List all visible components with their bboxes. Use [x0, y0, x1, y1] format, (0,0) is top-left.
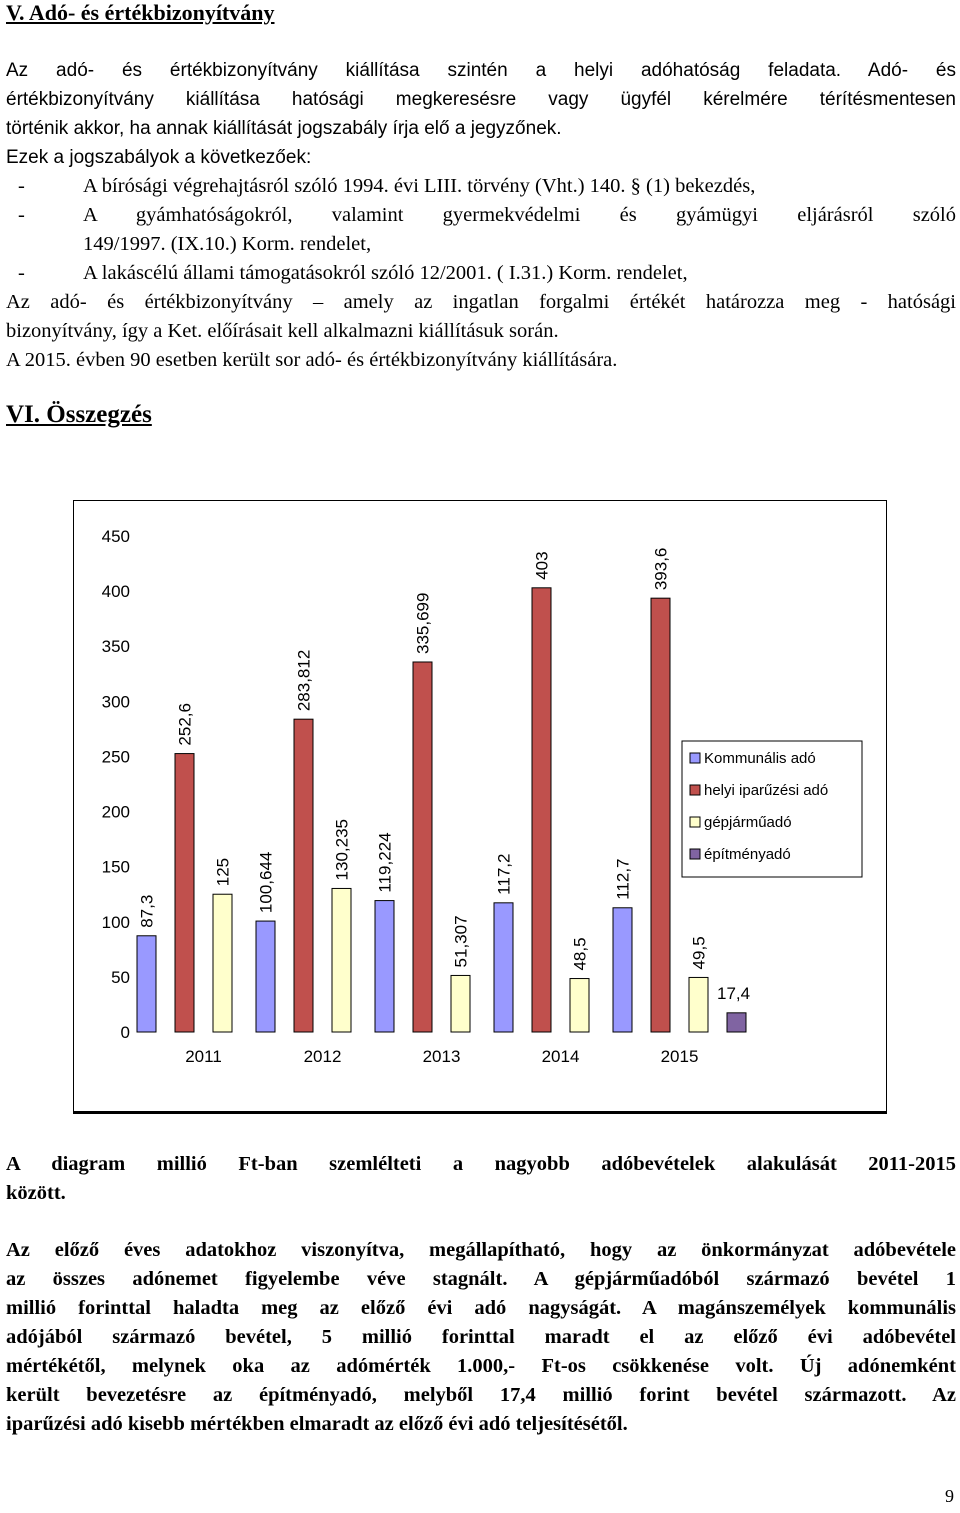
paragraph-line: A 2015. évben 90 esetben került sor adó- és értékbizonyítvány kiállítására. — [6, 349, 618, 371]
paragraph-line: Az adó- és értékbizonyítvány kiállítása szintén a helyi adóhatóság feladata. Adó- és — [6, 60, 956, 81]
bar-helyi-iparűzési-adó — [651, 598, 670, 1032]
bar-építményadó — [727, 1013, 746, 1032]
y-tick-label: 0 — [120, 1023, 130, 1042]
y-tick-label: 50 — [111, 967, 130, 987]
data-label: 117,2 — [494, 853, 514, 895]
legend-label: építményadó — [704, 846, 791, 863]
legend-swatch — [690, 817, 700, 827]
y-tick-label: 150 — [101, 857, 130, 877]
paragraph-line: Az adó- és értékbizonyítvány – amely az ingatlan forgalmi értékét határozza meg - hatósági — [6, 291, 956, 313]
bar-kommunális-adó — [494, 903, 513, 1032]
bar-gépjárműadó — [213, 894, 232, 1032]
y-tick-label: 450 — [101, 527, 130, 546]
summary-line: az összes adónemet figyelembe véve stagnált. A gépjárműadóból származó bevétel 1 — [6, 1268, 956, 1290]
legend-swatch — [690, 849, 700, 859]
list-dash: - — [18, 175, 25, 197]
x-tick-label: 2014 — [541, 1047, 580, 1066]
data-label: 48,5 — [570, 937, 590, 971]
legend-swatch — [690, 753, 700, 763]
bar-kommunális-adó — [137, 936, 156, 1032]
data-label: 335,699 — [413, 592, 433, 654]
x-tick-label: 2013 — [422, 1047, 461, 1066]
data-label: 403 — [532, 551, 552, 580]
y-tick-label: 350 — [101, 637, 130, 657]
summary-line: Az előző éves adatokhoz viszonyítva, megállapítható, hogy az önkormányzat adóbevétele — [6, 1239, 956, 1261]
data-label: 49,5 — [689, 936, 709, 970]
list-item-text: A bírósági végrehajtásról szóló 1994. évi LIII. törvény (Vht.) 140. § (1) bekezdés, — [83, 175, 756, 197]
section-title-osszegzes: VI. Összegzés — [6, 401, 152, 428]
bar-kommunális-adó — [256, 921, 275, 1032]
summary-line: iparűzési adó kisebb mértékben elmaradt az előző évi adó teljesítésétől. — [6, 1413, 628, 1435]
y-tick-label: 100 — [101, 912, 130, 932]
x-tick-label: 2012 — [303, 1047, 342, 1066]
list-dash: - — [18, 204, 25, 226]
bar-helyi-iparűzési-adó — [532, 588, 551, 1032]
paragraph-line: Ezek a jogszabályok a következőek: — [6, 147, 312, 168]
chart-caption: között. — [6, 1182, 66, 1204]
x-tick-label: 2011 — [185, 1047, 222, 1066]
data-label: 130,235 — [332, 818, 352, 881]
summary-line: millió forinttal haladta meg az előző évi adó nagyságát. A magánszemélyek kommunális — [6, 1297, 956, 1319]
bar-gépjárműadó — [332, 888, 351, 1032]
bar-helyi-iparűzési-adó — [294, 719, 313, 1032]
list-dash: - — [18, 262, 25, 284]
data-label: 17,4 — [717, 983, 751, 1003]
list-item-text: A gyámhatóságokról, valamint gyermekvédelmi és gyámügyi eljárásról szóló — [83, 204, 956, 226]
chart-legend — [682, 741, 862, 877]
data-label: 87,3 — [137, 894, 157, 928]
y-tick-label: 300 — [101, 692, 130, 712]
data-label: 112,7 — [613, 858, 633, 900]
summary-line: adójából származó bevétel, 5 millió forinttal maradt el az előző évi adóbevétel — [6, 1326, 956, 1348]
data-label: 252,6 — [175, 703, 195, 746]
bar-helyi-iparűzési-adó — [413, 662, 432, 1032]
bar-kommunális-adó — [613, 908, 632, 1032]
data-label: 393,6 — [651, 547, 671, 591]
section-title-adobizonyitvany: V. Adó- és értékbizonyítvány — [6, 0, 275, 25]
bar-kommunális-adó — [375, 901, 394, 1032]
tax-revenue-chart — [73, 500, 887, 1114]
y-tick-label: 250 — [101, 747, 130, 767]
x-tick-label: 2015 — [660, 1047, 699, 1066]
legend-label: Kommunális adó — [704, 750, 816, 767]
bar-gépjárműadó — [570, 979, 589, 1032]
legend-label: gépjárműadó — [704, 814, 792, 831]
y-tick-label: 200 — [101, 802, 130, 822]
paragraph-line: értékbizonyítvány kiállítása hatósági megkeresésre vagy ügyfél kérelmére térítésmentesen — [6, 89, 956, 110]
data-label: 125 — [213, 857, 233, 887]
bar-gépjárműadó — [451, 975, 470, 1032]
chart-caption: A diagram millió Ft-ban szemlélteti a nagyobb adóbevételek alakulását 2011-2015 — [6, 1153, 956, 1175]
data-label: 51,307 — [451, 915, 471, 968]
legend-swatch — [690, 785, 700, 795]
paragraph-line: történik akkor, ha annak kiállítását jogszabály írja elő a jegyzőnek. — [6, 118, 562, 139]
list-item-text: A lakáscélú állami támogatásokról szóló 12/2001. ( I.31.) Korm. rendelet, — [83, 262, 688, 284]
bar-helyi-iparűzési-adó — [175, 754, 194, 1032]
bar-gépjárműadó — [689, 977, 708, 1032]
data-label: 119,224 — [375, 832, 395, 893]
data-label: 283,812 — [294, 649, 314, 712]
list-item-text: 149/1997. (IX.10.) Korm. rendelet, — [83, 233, 372, 255]
summary-line: került bevezetésre az építményadó, melyből 17,4 millió forint bevétel származott. Az — [6, 1384, 956, 1406]
data-label: 100,644 — [256, 851, 276, 914]
legend-label: helyi iparűzési adó — [704, 782, 829, 799]
summary-line: mértékétől, melynek oka az adómérték 1.000,- Ft-os csökkenése volt. Új adónemként — [6, 1355, 956, 1377]
page-number: 9 — [945, 1486, 954, 1506]
chart-svg — [74, 501, 886, 1111]
paragraph-line: bizonyítvány, így a Ket. előírásait kell alkalmazni kiállításuk során. — [6, 320, 559, 342]
y-tick-label: 400 — [101, 582, 130, 602]
